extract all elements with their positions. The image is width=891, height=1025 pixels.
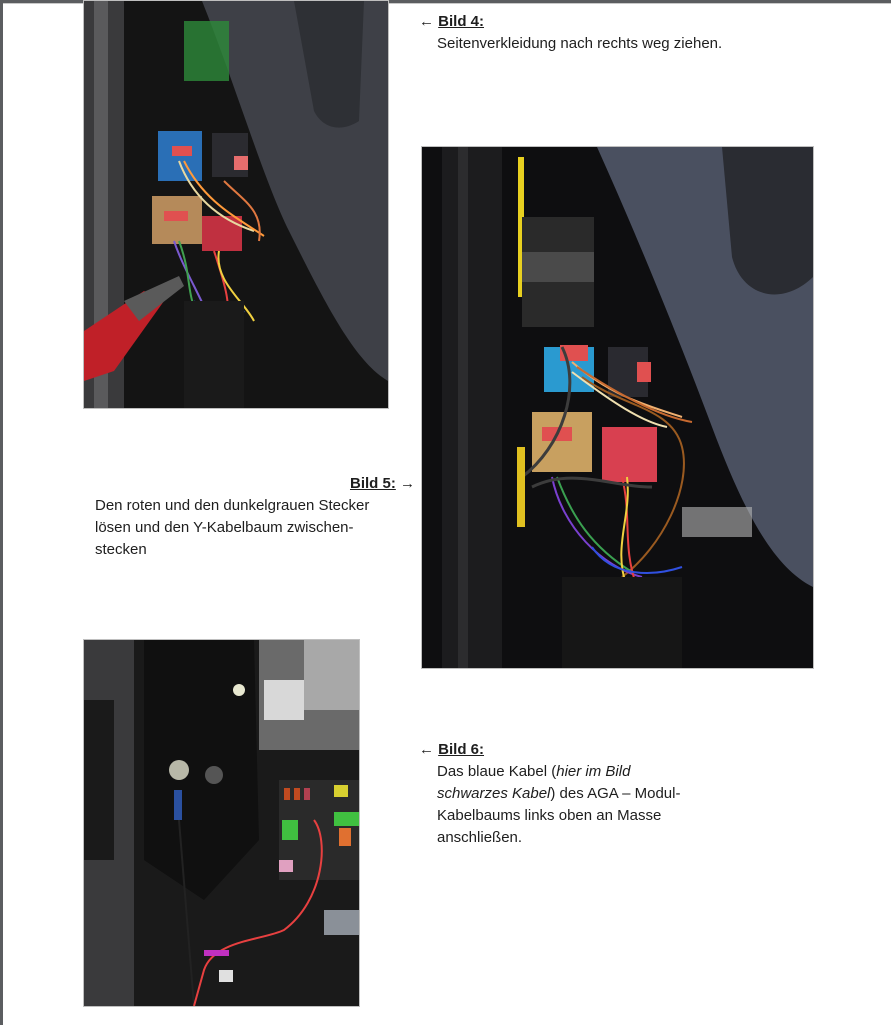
photo-bild-4: [84, 1, 388, 408]
caption-text-part: Das blaue Kabel (: [437, 763, 557, 780]
caption-bild-4: [419, 11, 722, 55]
caption-title: Bild 5:: [349, 475, 396, 492]
caption-line-3: stecken: [95, 541, 147, 558]
photo-bild-6: [84, 640, 359, 1006]
caption-bild-6: [419, 739, 680, 849]
caption-text-part: ) des AGA – Modul-: [550, 785, 681, 802]
caption-italic-part: hier im Bild: [556, 763, 631, 780]
caption-line-3: Kabelbaums links oben an Masse: [437, 807, 662, 824]
caption-bild-5: [95, 473, 415, 561]
arrow-left-icon: ←: [419, 741, 434, 758]
arrow-right-icon: →: [400, 475, 415, 492]
caption-line-1: Den roten und den dunkelgrauen Stecker: [95, 497, 370, 514]
caption-title: Bild 4:: [438, 13, 485, 30]
caption-title: Bild 6:: [438, 741, 485, 758]
caption-line-2: lösen und den Y-Kabelbaum zwischen-: [95, 519, 354, 536]
caption-line-4: anschließen.: [437, 829, 523, 846]
caption-text: Seitenverkleidung nach rechts weg ziehen.: [437, 35, 723, 52]
caption-italic-part: schwarzes Kabel: [437, 785, 551, 802]
photo-bild-5: [422, 147, 813, 668]
document-page: [3, 3, 891, 1025]
arrow-left-icon: ←: [419, 13, 434, 30]
